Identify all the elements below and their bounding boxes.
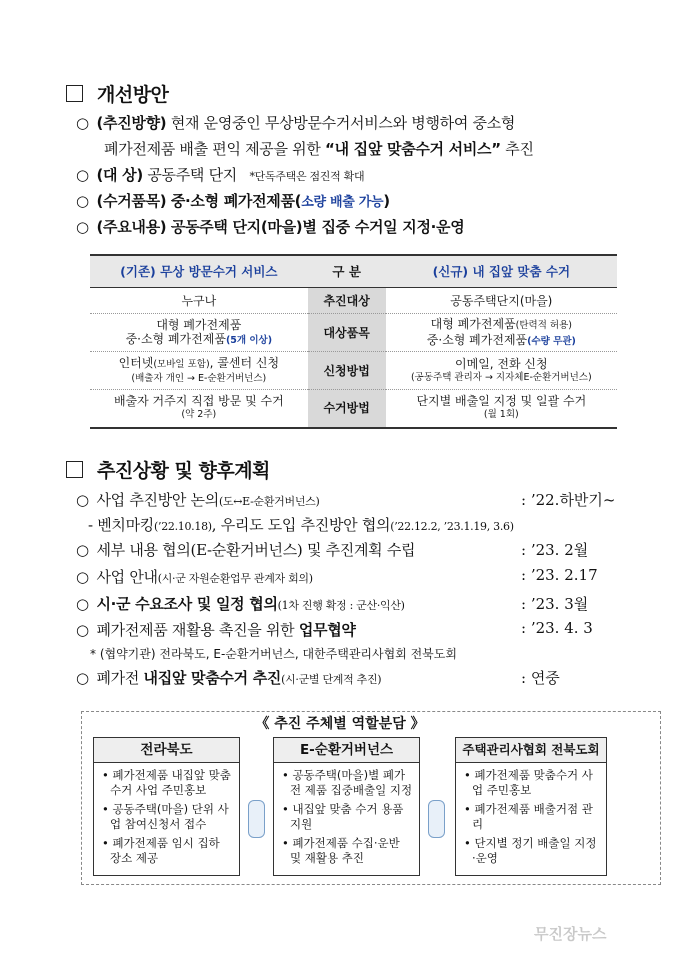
header-new: (신규) 내 집앞 맞춤 수거 (386, 255, 617, 288)
role-box-housing-association: 주택관리사협회 전북도회 • 폐가전제품 맞춤수거 사업 주민홍보 • 폐가전제품 배출거점 관리 • 단지별 정기 배출일 지정·운영 (455, 737, 607, 876)
role-task: • 폐가전제품 내집앞 맞춤 수거 사업 주민홍보 (102, 768, 231, 797)
comparison-table (90, 254, 617, 429)
header-existing: (기존) 무상 방문수거 서비스 (90, 255, 308, 288)
role-task: • 폐가전제품 배출거점 관리 (464, 802, 593, 831)
item-direction: ○ (추진방향) 현재 운영중인 무상방문수거서비스와 병행하여 중소형 (76, 114, 516, 132)
connector-icon (428, 800, 445, 838)
circle-bullet-icon: ○ (76, 218, 89, 236)
circle-bullet-icon: ○ (76, 114, 89, 132)
circle-bullet-icon: ○ (76, 669, 89, 687)
schedule-date: : ’22.하반기~ (521, 491, 616, 509)
table-header-row (90, 255, 617, 288)
circle-bullet-icon: ○ (76, 166, 89, 184)
schedule-date: : ’23. 4. 3 (521, 619, 593, 637)
connector-icon (248, 800, 265, 838)
header-category: 구 분 (308, 255, 386, 288)
schedule-date: : ’23. 2월 (521, 541, 589, 559)
agreement-note: * (협약기관) 전라북도, E-순환거버넌스, 대한주택관리사협회 전북도회 (90, 647, 457, 661)
roles-title: 《 추진 주체별 역할분담 》 (255, 716, 425, 732)
square-bullet-icon (66, 461, 83, 478)
circle-bullet-icon: ○ (76, 541, 89, 559)
schedule-date: : ’23. 2.17 (521, 566, 598, 584)
role-task: • 공동주택(마을)별 폐가전 제품 집중배출일 지정 (282, 768, 413, 797)
role-task: • 폐가전제품 수집·운반 및 재활용 추진 (282, 836, 400, 865)
item-target: ○ (대 상) 공동주택 단지 *단독주택은 점진적 확대 (76, 166, 365, 184)
circle-bullet-icon: ○ (76, 595, 89, 613)
section-title-progress: 추진상황 및 향후계획 (66, 456, 270, 483)
role-task: • 폐가전제품 임시 집하 장소 제공 (102, 836, 220, 865)
schedule-subitem: - 벤치마킹(’22.10.18), 우리도 도입 추진방안 협의(’22.12.2, ’23.1.19, 3.6) (88, 516, 514, 534)
schedule-item: ○ 세부 내용 협의(E-순환거버넌스) 및 추진계획 수립 (76, 541, 416, 559)
schedule-item: ○ 사업 안내(시·군 자원순환업무 관계자 회의) (76, 568, 313, 586)
circle-bullet-icon: ○ (76, 621, 89, 639)
circle-bullet-icon: ○ (76, 192, 89, 210)
square-bullet-icon (66, 85, 83, 102)
section-title-improvement: 개선방안 (66, 80, 168, 107)
watermark: 무진장뉴스 (534, 925, 607, 943)
schedule-item: ○ 폐가전 내집앞 맞춤수거 추진(시·군별 단계적 추진) (76, 669, 382, 687)
role-box-jeonbuk: 전라북도 • 폐가전제품 내집앞 맞춤 수거 사업 주민홍보 • 공동주택(마을) 단위 사업 참여신청서 접수 • 폐가전제품 임시 집하 장소 제공 (93, 737, 240, 876)
circle-bullet-icon: ○ (76, 568, 89, 586)
schedule-item: ○ 폐가전제품 재활용 촉진을 위한 업무협약 (76, 621, 356, 639)
circle-bullet-icon: ○ (76, 491, 89, 509)
role-task: • 공동주택(마을) 단위 사업 참여신청서 접수 (102, 802, 229, 831)
table-row: 인터넷(모바일 포함), 콜센터 신청 (배출자 개인 → E-순환거버넌스) 신청방법 이메일, 전화 신청 (공동주택 관리자 → 지자체E-순환거버넌스) (90, 352, 617, 390)
schedule-item: ○ 시·군 수요조사 및 일정 협의(1차 진행 확정 : 군산·익산) (76, 595, 405, 613)
item-items: ○ (수거품목) 중·소형 폐가전제품(소량 배출 가능) (76, 192, 390, 210)
schedule-item: ○ 사업 추진방안 논의(도↔E-순환거버넌스) (76, 491, 320, 509)
table-row: 배출자 거주지 직접 방문 및 수거 (약 2주) 수거방법 단지별 배출일 지정 및 일괄 수거 (월 1회) (90, 390, 617, 428)
schedule-date: : 연중 (521, 669, 560, 687)
role-task: • 내집앞 맞춤 수거 용품 지원 (282, 802, 404, 831)
table-row: 누구나 추진대상 공동주택단지(마을) (90, 288, 617, 314)
role-box-e-governance: E-순환거버넌스 • 공동주택(마을)별 폐가전 제품 집중배출일 지정 • 내집앞 맞춤 수거 용품 지원 • 폐가전제품 수집·운반 및 재활용 추진 (273, 737, 420, 876)
role-task: • 단지별 정기 배출일 지정·운영 (464, 836, 597, 865)
schedule-date: : ’23. 3월 (521, 595, 589, 613)
item-content: ○ (주요내용) 공동주택 단지(마을)별 집중 수거일 지정·운영 (76, 218, 465, 236)
table-row: 대형 폐가전제품 중·소형 폐가전제품(5개 이상) 대상품목 대형 폐가전제품(탄력적 허용) 중·소형 폐가전제품(수량 무관) (90, 314, 617, 352)
role-task: • 폐가전제품 맞춤수거 사업 주민홍보 (464, 768, 593, 797)
item-direction-cont: 폐가전제품 배출 편익 제공을 위한 “내 집앞 맞춤수거 서비스” 추진 (104, 140, 534, 158)
